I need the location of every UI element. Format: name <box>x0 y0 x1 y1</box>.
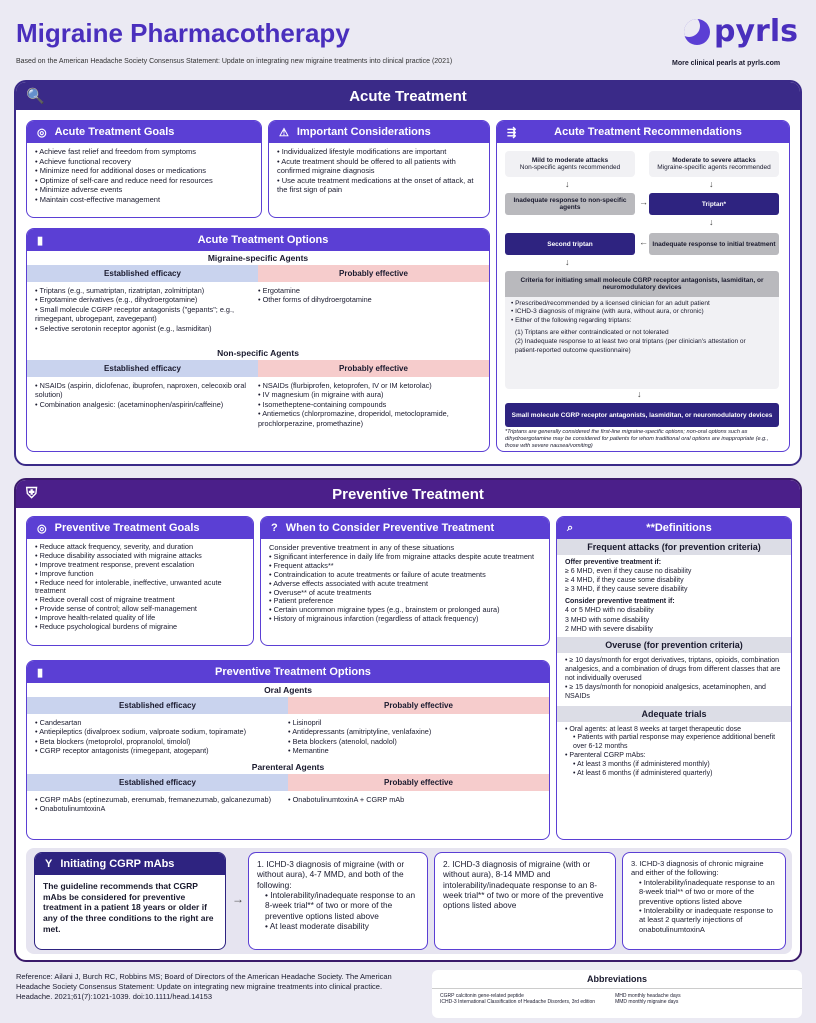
arrow-down-icon: ↓ <box>565 257 570 267</box>
arrow-down-icon: ↓ <box>709 217 714 227</box>
abbreviations-box: Abbreviations CGRP calcitonin gene-related peptide ICHD-3 International Classification of Headache Disorders, 3rd edition MHD monthly headache days MMD monthly migraine days <box>432 970 802 1018</box>
reference: Reference: Ailani J, Burch RC, Robbins MS; Board of Directors of the American Headache Society. The American Headache Society Consensus Statement: Update on integrating new migraine treatments into clinical practice. Headache. 2021;61(7):1021-1039. doi:10.1111/head.14153 <box>16 972 392 1001</box>
cgrp-card: Y Initiating CGRP mAbs The guideline recommends that CGRP mAbs be considered for preventive treatment in a patient 18 years or older if any of the three conditions to the right are met. <box>34 852 226 950</box>
pill-bottle-icon: ▮ <box>37 234 44 247</box>
target-icon: ◎ <box>37 126 47 139</box>
criteria-box: Criteria for initiating small molecule CGRP receptor antagonists, lasmiditan, or neuromodulatory devices • Prescribed/recommended by a licensed clinician for an adult patient • ICHD-3 diagnosis of migraine (with aura, without aura, or chronic) • Either of the following regarding triptans: (1) Triptans are either contraindicated or not tolerated (2) Inadequate response to at least two oral triptans (per clinician's attestation or patient-reported outcome questionnaire) <box>505 271 779 389</box>
arrow-right-icon: → <box>639 197 648 207</box>
flowchart-icon: ⇶ <box>507 126 517 139</box>
page-subtitle: Based on the American Headache Society Consensus Statement: Update on integrating new migraine treatments into clinical practice (2021) <box>16 58 453 65</box>
shield-icon: ⛨ <box>26 485 38 502</box>
arrow-down-icon: ↓ <box>709 179 714 189</box>
arrow-down-icon: ↓ <box>637 389 642 399</box>
cgrp-condition-1: 1. ICHD-3 diagnosis of migraine (with or without aura), 4-7 MMD, and both of the following: • Intolerability/inadequate response to an 8-week trial** of two or more of the preventive options listed above • At least moderate disability <box>248 852 428 950</box>
arrow-down-icon: ↓ <box>565 179 570 189</box>
cgrp-condition-2: 2. ICHD-3 diagnosis of migraine (with or without aura), 8-14 MMD and intolerability/inadequate response to an 8-week trial** of two or more of the preventive options listed above <box>434 852 616 950</box>
logo-subtext: More clinical pearls at pyrls.com <box>672 60 781 67</box>
magnifier-icon: ⌕ <box>567 521 574 534</box>
question-icon: ? <box>271 522 278 534</box>
preventive-options-card: ▮ Preventive Treatment Options Oral Agents Established efficacy Probably effective • Candesartan • Antiepileptics (divalproex sodium, valproate sodium, topiramate) • Beta blockers (metoprolol, propranolol, timolol) • CGRP receptor antagonists (rimegepant, atogepant) • Lisinopril • Antidepressants (amitriptyline, venlafaxine) • Beta blockers (atenolol, nadolol) • Memantine Parenteral Agents Established efficacy Probably effective • CGRP mAbs (eptinezumab, erenumab, fremanezumab, galcanezumab) • OnabotulinumtoxinA • OnabotulinumtoxinA + CGRP mAb <box>26 660 550 840</box>
cgrp-panel <box>26 848 792 954</box>
antibody-icon: Y <box>45 858 53 870</box>
arrow-left-icon: ← <box>639 237 648 247</box>
arrow-right-icon: → <box>232 892 244 906</box>
logo: pyrls <box>684 14 798 49</box>
when-preventive-card: ? When to Consider Preventive Treatment Consider preventive treatment in any of these situations • Significant interference in daily life from migraine attacks despite acute treatment • Frequent attacks** • Contraindication to acute treatments or failure of acute treatments • Adverse effects associated with acute treatment • Overuse** of acute treatments • Patient preference • Certain uncommon migraine types (e.g., brainstem or prolonged aura) • History of migrainous infarction (regardless of attack frequency) <box>260 516 550 646</box>
considerations-card: ⚠ Important Considerations • Individualized lifestyle modifications are important • Acute treatment should be offered to all patients with confirmed migraine diagnosis • Use acute treatment medications at the onset of attack, at the first sign of pain <box>268 120 490 218</box>
page-title: Migraine Pharmacotherapy <box>16 18 350 48</box>
acute-options-card: ▮ Acute Treatment Options Migraine-specific Agents Established efficacy Probably effective • Triptans (e.g., sumatriptan, rizatriptan, zolmitriptan) • Ergotamine derivatives (e.g., dihydroergotamine) • Small molecule CGRP receptor antagonists ("gepants"; e.g., rimegepant, ubrogepant, zavegepant) • Selective serotonin receptor agonist (e.g., lasmiditan) • Ergotamine • Other forms of dihydroergotamine Non-specific Agents Established efficacy Probably effective • NSAIDs (aspirin, diclofenac, ibuprofen, naproxen, celecoxib oral solution) • Combination analgesic: (acetaminophen/aspirin/caffeine) • NSAIDs (flurbiprofen, ketoprofen, IV or IM ketorolac) • IV magnesium (in migraine with aura) • Isometheptene-containing compounds • Antiemetics (chlorpromazine, droperidol, metoclopramide, prochlorperazine, promethazine) <box>26 228 490 452</box>
acute-goals-card: ◎ Acute Treatment Goals • Achieve fast relief and freedom from symptoms • Achieve functional recovery • Minimize need for additional doses or medications • Optimize of self-care and reduce need for resources • Minimize adverse events • Maintain cost-effective management <box>26 120 262 218</box>
search-icon: 🔍 <box>26 88 45 105</box>
definitions-card: ⌕ **Definitions Frequent attacks (for prevention criteria) Offer preventive treatment if: ≥ 6 MHD, even if they cause no disability ≥ 4 MHD, if they cause some disability ≥ 3 MHD, if they cause severe disability Consider preventive treatment if: 4 or 5 MHD with no disability 3 MHD with some disability 2 MHD with severe disability Overuse (for prevention criteria) • ≥ 10 days/month for ergot derivatives, triptans, opioids, combination analgesics, and a combination of drugs from different classes that are not individually overused • ≥ 15 days/month for nonopioid analgesics, acetaminophen, and NSAIDs Adequate trials • Oral agents: at least 8 weeks at target therapeutic dose • Patients with partial response may experience additional benefit over 6-12 months • Parenteral CGRP mAbs: • At least 3 months (if administered monthly) • At least 6 months (if administered quarterly) <box>556 516 792 840</box>
warning-icon: ⚠ <box>279 126 289 139</box>
acute-recommendations-card: ⇶ Acute Treatment Recommendations Mild to moderate attacks Non-specific agents recommended Moderate to severe attacks Migraine-specific agents recommended ↓ ↓ Inadequate response to non-specific agents → Triptan* ↓ Second triptan ← Inadequate response to initial treatment ↓ Criteria for initiating small molecule CGRP receptor antagonists, lasmiditan, or neuromodulatory devices • Prescribed/recommended by a licensed clinician for an adult patient • ICHD-3 diagnosis of migraine (with aura, without aura, or chronic) • Either of the following regarding triptans: (1) Triptans are either contraindicated or not tolerated (2) Inadequate response to at least two oral triptans (per clinician's attestation or patient-reported outcome questionnaire) ↓ Small molecule CGRP receptor antagonists, lasmiditan, or neuromodulatory devices *Triptans are generally considered the first-line migraine-specific options; non-oral options such as dihydroergotamine may be considered for patients for whom traditional oral options are inappropriate (e.g., those with severe nausea/vomiting) <box>496 120 790 452</box>
preventive-goals-card: ◎ Preventive Treatment Goals • Reduce attack frequency, severity, and duration • Reduce disability associated with migraine attacks • Improve treatment response, prevent escalation • Improve function • Reduce need for intolerable, ineffective, unwanted acute treatment • Reduce overall cost of migraine treatment • Provide sense of control; allow self-management • Improve health-related quality of life • Reduce psychological burdens of migraine <box>26 516 254 646</box>
preventive-section: ⛨ Preventive Treatment ◎ Preventive Treatment Goals • Reduce attack frequency, severity, and duration • Reduce disability associated with migraine attacks • Improve treatment response, prevent escalation • Improve function • Reduce need for intolerable, ineffective, unwanted acute treatment • Reduce overall cost of migraine treatment • Provide sense of control; allow self-management • Improve health-related quality of life • Reduce psychological burdens of migraine ? When to Consider Preventive Treatment Consider preventive treatment in any of these situations • Significant interference in daily life from migraine attacks despite acute treatment • Frequent attacks** • Contraindication to acute treatments or failure of acute treatments • Adverse effects associated with acute treatment • Overuse** of acute treatments • Patient preference • Certain uncommon migraine types (e.g., brainstem or prolonged aura) • History of migrainous infarction (regardless of attack frequency) ▮ Preventive Treatment Options Oral Agents Established efficacy Probably effective • Candesartan • Antiepileptics (divalproex sodium, valproate sodium, topiramate) • Beta blockers (metoprolol, propranolol, timolol) • CGRP receptor antagonists (rimegepant, atogepant) • Lisinopril • Antidepressants (amitriptyline, venlafaxine) • Beta blockers (atenolol, nadolol) • Memantine Parenteral Agents Established efficacy Probably effective • CGRP mAbs (eptinezumab, erenumab, fremanezumab, galcanezumab) • OnabotulinumtoxinA • OnabotulinumtoxinA + CGRP mAb ⌕ **Definitions Frequent attacks (for prevention criteria) Offer preventive treatment if: ≥ 6 MHD, even if they cause no disability ≥ 4 MHD, if they cause some disability ≥ 3 MHD, if they cause severe disability Consider preventive treatment if: 4 or 5 MHD with no disability 3 MHD with some disability 2 MHD with severe disability Overuse (for prevention criteria) • ≥ 10 days/month for ergot derivatives, triptans, opioids, combination analgesics, and a combination of drugs from different classes that are not individually overused • ≥ 15 days/month for nonopioid analgesics, acetaminophen, and NSAIDs Adequate trials • Oral agents: at least 8 weeks at target therapeutic dose • Patients with partial response may experience additional benefit over 6-12 months • Parenteral CGRP mAbs: • At least 3 months (if administered monthly) • At least 6 months (if administered quarterly) Y Initiating CGRP mAbs The guideline recommends that CGRP mAbs be considered for preventive treatment in a patient 18 years or older if any of the three conditions to the right are met. → 1. ICHD-3 diagnosis of migraine (with or without aura), 4-7 MMD, and both of the following: • Intolerability/inadequate response to an 8-week trial** of two or more of the preventive options listed above • At least moderate disability 2. ICHD-3 diagnosis of migraine (with or without aura), 8-14 MMD and intolerability/inadequate response to an 8-week trial** of two or more of the preventive options listed above 3. ICHD-3 diagnosis of chronic migraine and either of the following: • Intolerability/inadequate response to an 8-week trial** of two or more of the preventive options listed above • Intolerability or inadequate response to at least 2 quarterly injections of onabotulinumtoxinA <box>14 478 802 962</box>
cgrp-condition-3: 3. ICHD-3 diagnosis of chronic migraine and either of the following: • Intolerability/inadequate response to an 8-week trial** of two or more of the preventive options listed above • Intolerability or inadequate response to at least 2 quarterly injections of onabotulinumtoxinA <box>622 852 786 950</box>
acute-section <box>14 80 802 466</box>
target-icon: ◎ <box>37 522 47 535</box>
logo-icon <box>684 19 710 45</box>
acute-goals-list: • Achieve fast relief and freedom from symptoms • Achieve functional recovery • Minimize need for additional doses or medications • Optimize of self-care and reduce need for resources • Minimize adverse events • Maintain cost-effective management <box>27 143 261 209</box>
acute-header: 🔍 Acute Treatment <box>16 82 800 110</box>
pill-bottle-icon: ▮ <box>37 666 44 679</box>
